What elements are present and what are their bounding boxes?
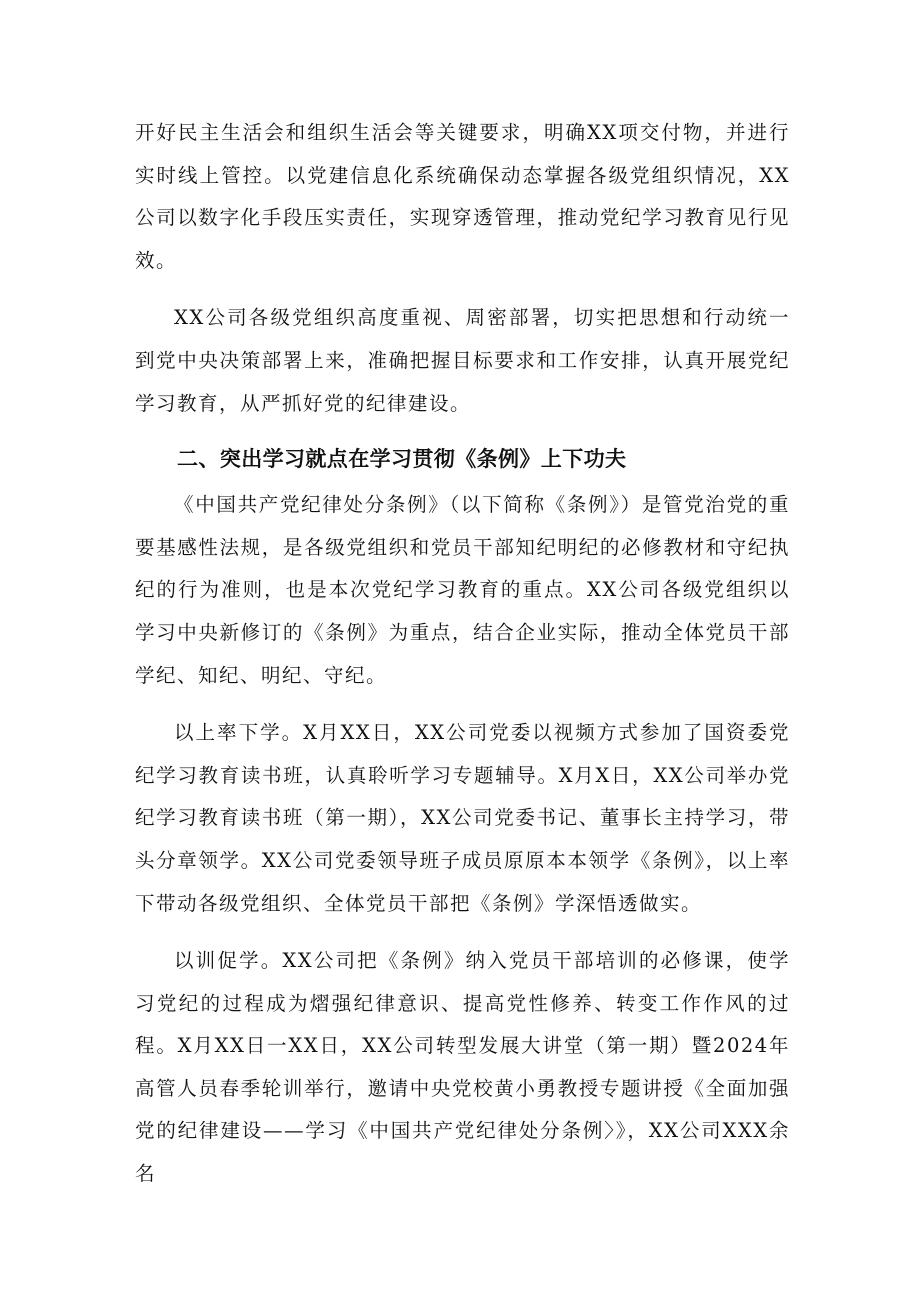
body-paragraph-continued: 开好民主生活会和组织生活会等关键要求，明确XX项交付物，并进行实时线上管控。以党建信息化系统确保动态掌握各级党组织情况，XX公司以数字化手段压实责任，实现穿透管理，推动党纪学习教育见行见效。 <box>135 121 790 272</box>
body-paragraph: 以训促学。XX公司把《条例》纳入党员干部培训的必修课，使学习党纪的过程成为熠强纪律意识、提高党性修养、转变工作作风的过程。X月XX日一XX日，XX公司转型发展大讲堂（第一期）暨2024年高管人员春季轮训举行，邀请中央党校黄小勇教授专题讲授《全面加强党的纪律建设——学习《中国共产党纪律处分条例〉》，XX公司XXX余名 <box>135 949 790 1186</box>
body-paragraph: 《中国共产党纪律处分条例》（以下简称《条例》）是管党治党的重要基感性法规，是各级党组织和党员干部知纪明纪的必修教材和守纪执纪的行为准则，也是本次党纪学习教育的重点。XX公司各级党组织以学习中央新修订的《条例》为重点，结合企业实际，推动全体党员干部学纪、知纪、明纪、守纪。 <box>135 493 790 687</box>
body-paragraph: XX公司各级党组织高度重视、周密部署，切实把思想和行动统一到党中央决策部署上来，准确把握目标要求和工作安排，认真开展党纪学习教育，从严抓好党的纪律建设。 <box>135 306 790 415</box>
section-heading: 二、突出学习就点在学习贯彻《条例》上下功夫 <box>177 447 627 472</box>
document-body <box>135 112 790 1196</box>
body-paragraph: 以上率下学。X月XX日，XX公司党委以视频方式参加了国资委党纪学习教育读书班，认真聆听学习专题辅导。X月X日，XX公司举办党纪学习教育读书班（第一期），XX公司党委书记、董事长主持学习，带头分章领学。XX公司党委领导班子成员原原本本领学《条例》，以上率下带动各级党组织、全体党员干部把《条例》学深悟透做实。 <box>135 721 790 915</box>
